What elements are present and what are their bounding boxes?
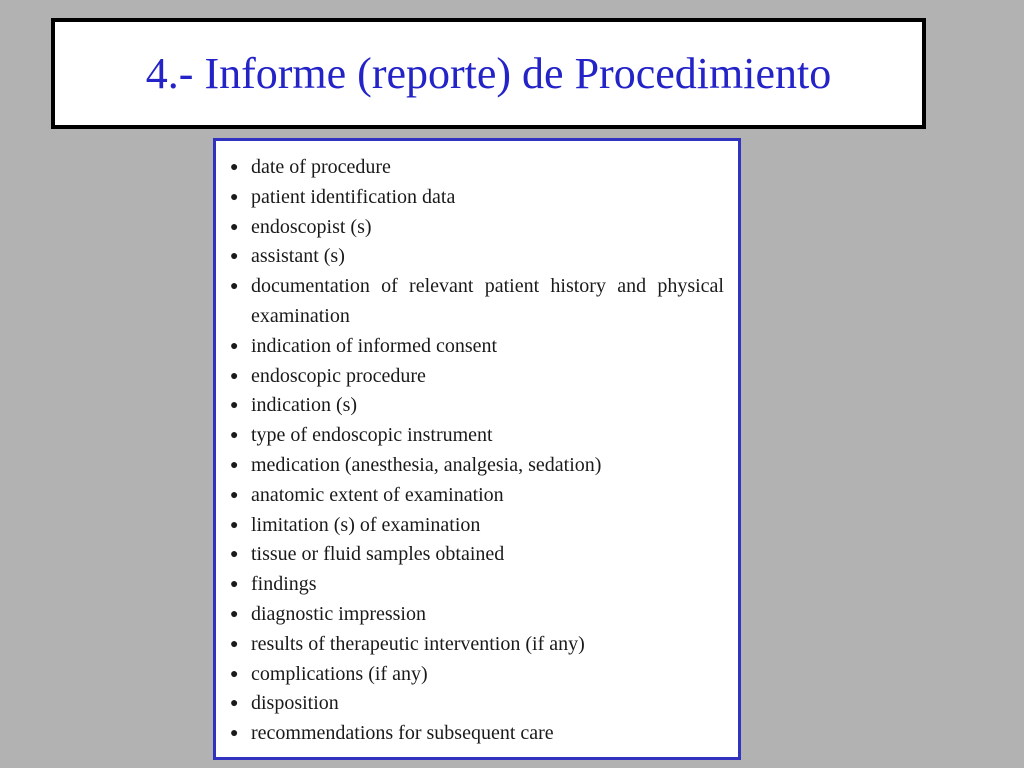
list-item [230, 511, 724, 541]
bullet-icon: ● [230, 606, 239, 622]
list-item [230, 689, 724, 719]
bullet-icon: ● [230, 368, 239, 384]
bullet-icon: ● [230, 696, 239, 712]
bullet-icon: ● [230, 726, 239, 742]
list-item-text: medication (anesthesia, analgesia, sedation) [251, 453, 602, 476]
list-item-text: documentation of relevant patient history and physical examination [251, 275, 724, 327]
bullet-icon: ● [230, 279, 239, 295]
list-item-text: limitation (s) of examination [251, 513, 481, 536]
bullet-icon: ● [230, 457, 239, 473]
list-item [230, 481, 724, 511]
list-item-text: date of procedure [251, 156, 391, 178]
list-item [230, 362, 724, 392]
bullet-icon: ● [230, 547, 239, 563]
checklist-panel [213, 138, 741, 760]
list-item [230, 391, 724, 421]
bullet-icon: ● [230, 338, 239, 354]
bullet-icon: ● [230, 249, 239, 265]
list-item [230, 272, 724, 332]
list-item [230, 540, 724, 570]
list-item [230, 451, 724, 481]
bullet-icon: ● [230, 517, 239, 533]
bullet-icon: ● [230, 189, 239, 205]
list-item [230, 719, 724, 749]
list-item-text: endoscopic procedure [251, 364, 426, 387]
bullet-icon: ● [230, 398, 239, 414]
list-item [230, 421, 724, 451]
list-item [230, 660, 724, 690]
bullet-icon: ● [230, 577, 239, 593]
list-item [230, 213, 724, 243]
bullet-icon: ● [230, 160, 239, 175]
title-box [51, 18, 926, 129]
bullet-icon: ● [230, 636, 239, 652]
list-item [230, 630, 724, 660]
list-item-text: complications (if any) [251, 662, 428, 685]
list-item-text: findings [251, 573, 317, 596]
bullet-icon: ● [230, 666, 239, 682]
list-item-text: disposition [251, 692, 339, 715]
list-item [230, 242, 724, 272]
bullet-icon: ● [230, 219, 239, 235]
list-item-text: recommendations for subsequent care [251, 722, 554, 745]
list-item-text: endoscopist (s) [251, 215, 372, 238]
list-item-text: patient identification data [251, 185, 456, 208]
list-item [230, 570, 724, 600]
list-item-text: results of therapeutic intervention (if any) [251, 632, 585, 655]
list-item-text: diagnostic impression [251, 602, 426, 625]
slide-title: 4.- Informe (reporte) de Procedimiento [145, 49, 832, 98]
list-item [230, 183, 724, 213]
bullet-icon: ● [230, 487, 239, 503]
list-item-text: assistant (s) [251, 245, 345, 268]
list-item-text: indication of informed consent [251, 334, 498, 357]
list-item-text: indication (s) [251, 394, 358, 417]
list-item [230, 153, 724, 183]
list-item-text: tissue or fluid samples obtained [251, 543, 505, 566]
bullet-icon: ● [230, 428, 239, 444]
list-item-text: anatomic extent of examination [251, 483, 504, 506]
procedure-report-list [230, 153, 724, 749]
list-item [230, 600, 724, 630]
list-item [230, 332, 724, 362]
list-item-text: type of endoscopic instrument [251, 424, 493, 447]
